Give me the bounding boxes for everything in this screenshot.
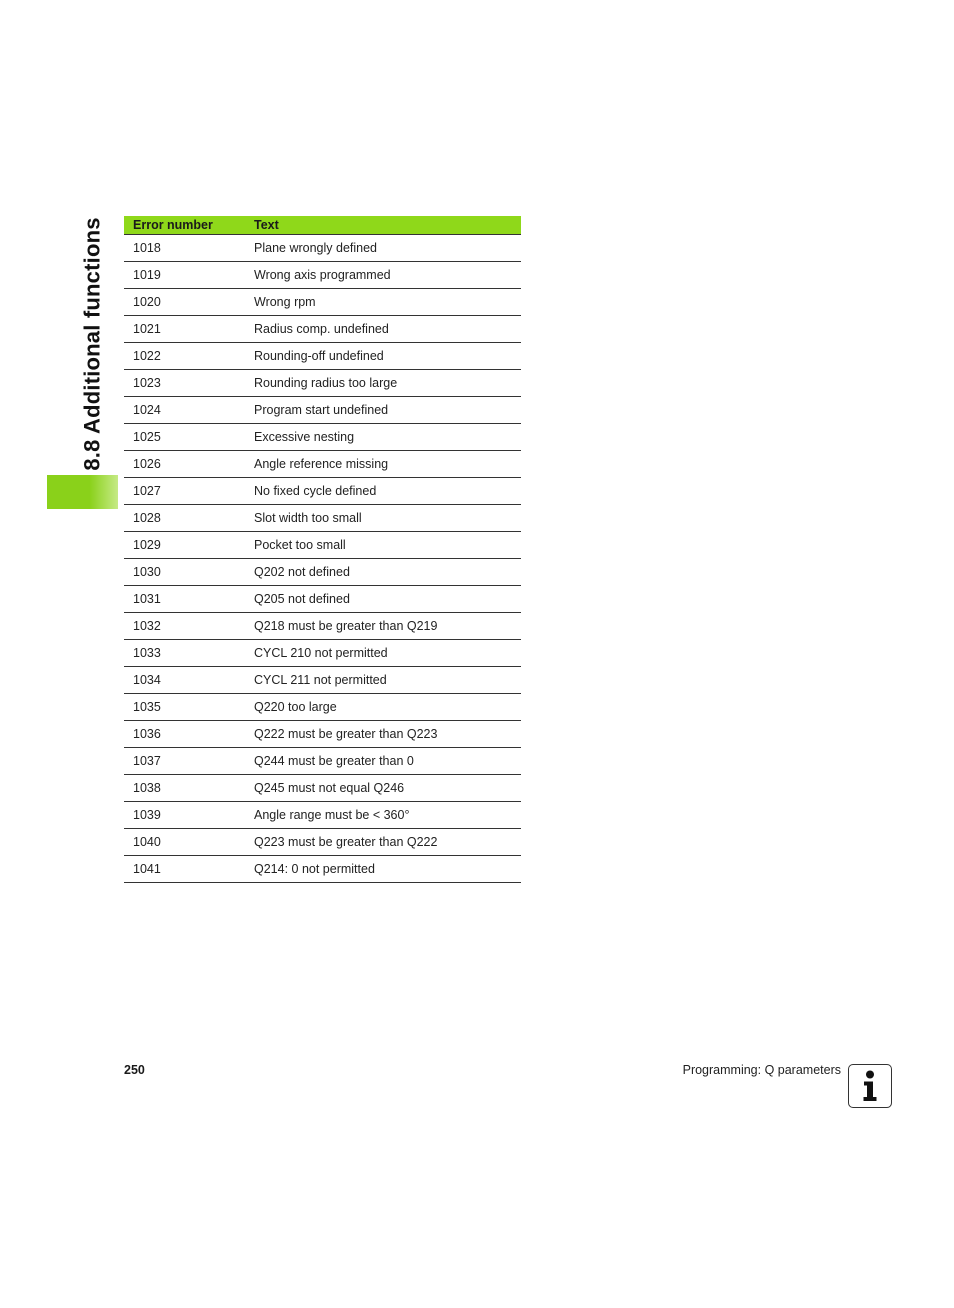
- error-number-cell: 1019: [124, 262, 245, 289]
- table-row: [124, 775, 521, 802]
- table-row: [124, 424, 521, 451]
- error-number-cell: 1035: [124, 694, 245, 721]
- table-row: [124, 802, 521, 829]
- table-row: [124, 289, 521, 316]
- table-row: [124, 262, 521, 289]
- error-text-cell: Plane wrongly defined: [245, 235, 521, 262]
- error-number-cell: 1041: [124, 856, 245, 883]
- error-number-cell: 1028: [124, 505, 245, 532]
- table-row: [124, 505, 521, 532]
- error-text-cell: Q202 not defined: [245, 559, 521, 586]
- table-row: [124, 235, 521, 262]
- table-row: [124, 559, 521, 586]
- error-text-cell: Angle range must be < 360°: [245, 802, 521, 829]
- table-row: [124, 721, 521, 748]
- error-number-cell: 1036: [124, 721, 245, 748]
- error-text-cell: Program start undefined: [245, 397, 521, 424]
- error-text-cell: Excessive nesting: [245, 424, 521, 451]
- error-number-cell: 1034: [124, 667, 245, 694]
- error-text-cell: Q222 must be greater than Q223: [245, 721, 521, 748]
- error-number-cell: 1018: [124, 235, 245, 262]
- table-row: [124, 343, 521, 370]
- section-title: [68, 210, 118, 478]
- error-text-cell: Wrong rpm: [245, 289, 521, 316]
- error-text-cell: Q214: 0 not permitted: [245, 856, 521, 883]
- page-number: 250: [124, 1063, 145, 1077]
- error-number-cell: 1038: [124, 775, 245, 802]
- error-number-cell: 1027: [124, 478, 245, 505]
- error-number-cell: 1020: [124, 289, 245, 316]
- error-text-cell: Rounding radius too large: [245, 370, 521, 397]
- error-text-cell: Q245 must not equal Q246: [245, 775, 521, 802]
- error-number-cell: 1026: [124, 451, 245, 478]
- section-tab-marker: [47, 475, 118, 509]
- error-number-cell: 1032: [124, 613, 245, 640]
- error-text-cell: Rounding-off undefined: [245, 343, 521, 370]
- table-row: [124, 667, 521, 694]
- info-icon-glyph: [849, 1065, 891, 1107]
- table-row: [124, 694, 521, 721]
- error-text-cell: Radius comp. undefined: [245, 316, 521, 343]
- section-title-text: 8.8 Additional functions: [80, 217, 106, 471]
- table-row: [124, 478, 521, 505]
- error-number-cell: 1021: [124, 316, 245, 343]
- table-row: [124, 397, 521, 424]
- error-number-cell: 1025: [124, 424, 245, 451]
- error-table: [124, 216, 521, 883]
- error-text-cell: CYCL 210 not permitted: [245, 640, 521, 667]
- error-text-cell: Q244 must be greater than 0: [245, 748, 521, 775]
- table-row: [124, 829, 521, 856]
- error-text-cell: Q205 not defined: [245, 586, 521, 613]
- error-number-cell: 1030: [124, 559, 245, 586]
- error-number-cell: 1040: [124, 829, 245, 856]
- error-text-cell: Q220 too large: [245, 694, 521, 721]
- error-number-cell: 1033: [124, 640, 245, 667]
- error-text-cell: Angle reference missing: [245, 451, 521, 478]
- header-text: Text: [245, 216, 521, 235]
- header-error-number: Error number: [124, 216, 245, 235]
- chapter-title: Programming: Q parameters: [682, 1063, 841, 1077]
- table-row: [124, 748, 521, 775]
- info-icon: [848, 1064, 892, 1108]
- error-text-cell: Slot width too small: [245, 505, 521, 532]
- error-number-cell: 1024: [124, 397, 245, 424]
- error-number-cell: 1022: [124, 343, 245, 370]
- table-row: [124, 856, 521, 883]
- table-row: [124, 316, 521, 343]
- table-row: [124, 532, 521, 559]
- error-number-cell: 1029: [124, 532, 245, 559]
- error-number-cell: 1031: [124, 586, 245, 613]
- table-row: [124, 451, 521, 478]
- error-text-cell: CYCL 211 not permitted: [245, 667, 521, 694]
- table-row: [124, 370, 521, 397]
- table-row: [124, 586, 521, 613]
- table-row: [124, 640, 521, 667]
- error-text-cell: Pocket too small: [245, 532, 521, 559]
- error-number-cell: 1039: [124, 802, 245, 829]
- table-header-row: [124, 216, 521, 235]
- table-row: [124, 613, 521, 640]
- error-number-cell: 1037: [124, 748, 245, 775]
- error-text-cell: Wrong axis programmed: [245, 262, 521, 289]
- error-number-cell: 1023: [124, 370, 245, 397]
- table-body: [124, 235, 521, 883]
- error-text-cell: Q223 must be greater than Q222: [245, 829, 521, 856]
- error-text-cell: Q218 must be greater than Q219: [245, 613, 521, 640]
- error-text-cell: No fixed cycle defined: [245, 478, 521, 505]
